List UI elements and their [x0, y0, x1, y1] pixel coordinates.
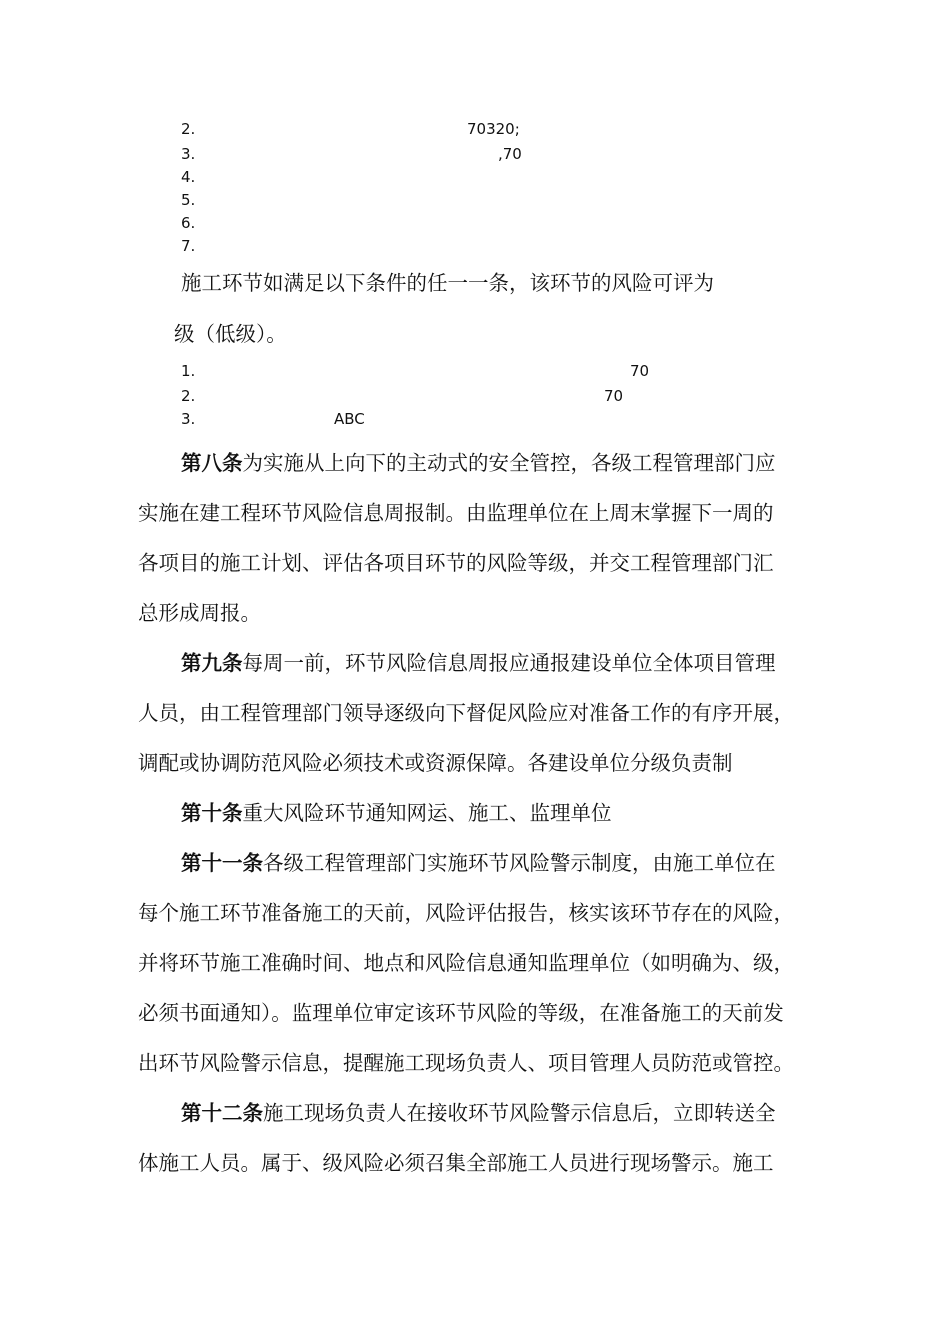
article-10-line-1: [181, 801, 612, 825]
list-item-number: 7.: [181, 237, 196, 255]
article-10-label: 第十条: [181, 801, 243, 825]
article-9-text: 每周一前，环节风险信息周报应通报建设单位全体项目管理: [242, 651, 776, 675]
list-item-number: 5.: [181, 191, 196, 209]
article-8-text: 为实施从上向下的主动式的安全管控，各级工程管理部门应: [242, 451, 776, 475]
article-10-text: 重大风险环节通知网运、施工、监理单位: [242, 801, 612, 825]
list-item-number: 3.: [181, 410, 196, 428]
intro-line-2: 级（低级）。: [174, 322, 287, 346]
article-9-label: 第九条: [181, 651, 243, 675]
article-9-line-3: 调配或协调防范风险必须技术或资源保障。各建设单位分级负责制: [138, 751, 733, 775]
article-11-line-5: 出环节风险警示信息，提醒施工现场负责人、项目管理人员防范或管控。: [138, 1051, 794, 1075]
article-11-line-3: 并将环节施工准确时间、地点和风险信息通知监理单位（如明确为、级，: [138, 951, 794, 975]
article-11-line-1: [181, 851, 776, 875]
article-12-line-1: [181, 1101, 776, 1125]
article-12-text: 施工现场负责人在接收环节风险警示信息后，立即转送全: [263, 1101, 776, 1125]
article-11-label: 第十一条: [181, 851, 263, 875]
list-item-text: ,70: [498, 145, 522, 163]
list-item-number: 2.: [181, 387, 196, 405]
article-8-label: 第八条: [181, 451, 243, 475]
list-item-number: 3.: [181, 145, 196, 163]
article-9-line-2: 人员，由工程管理部门领导逐级向下督促风险应对准备工作的有序开展，: [138, 701, 794, 725]
article-12-line-2: 体施工人员。属于、级风险必须召集全部施工人员进行现场警示。施工: [138, 1151, 774, 1175]
article-12-label: 第十二条: [181, 1101, 263, 1125]
list-item-text: 70: [630, 362, 650, 380]
list-item-number: 1.: [181, 362, 196, 380]
list-item-text: ABC: [334, 410, 365, 428]
article-8-line-1: [181, 451, 776, 475]
list-item-text: 70: [604, 387, 624, 405]
article-11-text: 各级工程管理部门实施环节风险警示制度，由施工单位在: [263, 851, 776, 875]
list-item-number: 2.: [181, 120, 196, 138]
article-9-line-1: [181, 651, 776, 675]
article-11-line-4: 必须书面通知）。监理单位审定该环节风险的等级，在准备施工的天前发: [138, 1001, 784, 1025]
list-item-number: 6.: [181, 214, 196, 232]
article-11-line-2: 每个施工环节准备施工的天前，风险评估报告，核实该环节存在的风险，: [138, 901, 794, 925]
article-8-line-2: 实施在建工程环节风险信息周报制。由监理单位在上周末掌握下一周的: [138, 501, 774, 525]
list-item-text: 70320;: [467, 120, 520, 138]
article-8-line-4: 总形成周报。: [138, 601, 261, 625]
list-item-number: 4.: [181, 168, 196, 186]
article-8-line-3: 各项目的施工计划、评估各项目环节的风险等级，并交工程管理部门汇: [138, 551, 774, 575]
intro-line-1: 施工环节如满足以下条件的任一一条，该环节的风险可评为: [181, 271, 714, 295]
